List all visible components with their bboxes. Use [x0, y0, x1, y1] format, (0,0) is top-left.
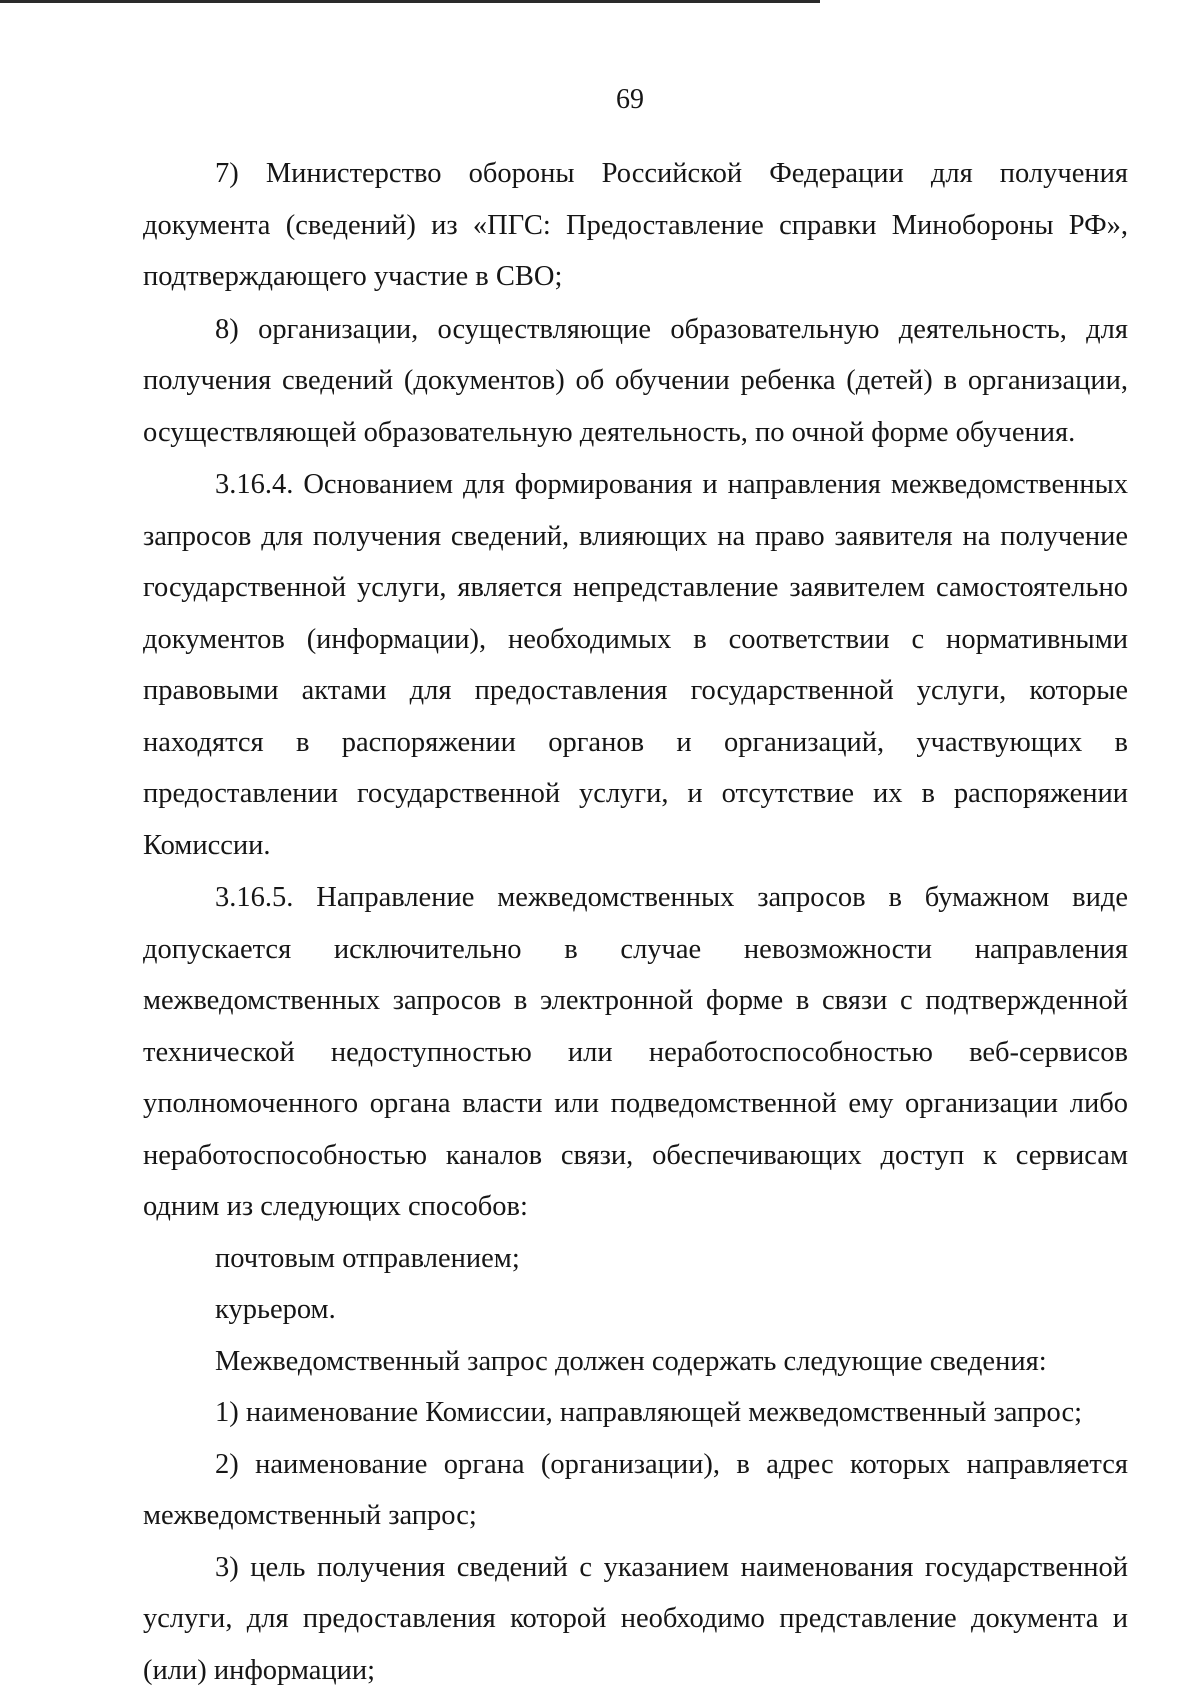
- top-rule: [0, 0, 820, 3]
- document-body: [143, 148, 1128, 1696]
- paragraph-postal: почтовым отправлением;: [143, 1233, 1128, 1285]
- paragraph-item-8: 8) организации, осуществляющие образовательную деятельность, для получения сведений (документов) об обучении ребенка (детей) в организации, осуществляющей образовательную деятельность, по очной форме обучения.: [143, 304, 1128, 459]
- paragraph-request-item-2: 2) наименование органа (организации), в адрес которых направляется межведомственный запрос;: [143, 1439, 1128, 1542]
- paragraph-request-content: Межведомственный запрос должен содержать следующие сведения:: [143, 1336, 1128, 1388]
- paragraph-3-16-5: 3.16.5. Направление межведомственных запросов в бумажном виде допускается исключительно в случае невозможности направления межведомственных запросов в электронной форме в связи с подтвержденной технической недоступностью или неработоспособностью веб-сервисов уполномоченного органа власти или подведомственной ему организации либо неработоспособностью каналов связи, обеспечивающих доступ к сервисам одним из следующих способов:: [143, 872, 1128, 1233]
- paragraph-request-item-1: 1) наименование Комиссии, направляющей межведомственный запрос;: [143, 1387, 1128, 1439]
- page-number: 69: [0, 82, 1200, 118]
- paragraph-request-item-3: 3) цель получения сведений с указанием наименования государственной услуги, для предоставления которой необходимо представление документа и (или) информации;: [143, 1542, 1128, 1696]
- paragraph-item-7: 7) Министерство обороны Российской Федерации для получения документа (сведений) из «ПГС: Предоставление справки Минобороны РФ», подтверждающего участие в СВО;: [143, 148, 1128, 303]
- paragraph-3-16-4: 3.16.4. Основанием для формирования и направления межведомственных запросов для получения сведений, влияющих на право заявителя на получение государственной услуги, является непредставление заявителем самостоятельно документов (информации), необходимых в соответствии с нормативными правовыми актами для предоставления государственной услуги, которые находятся в распоряжении органов и организаций, участвующих в предоставлении государственной услуги, и отсутствие их в распоряжении Комиссии.: [143, 459, 1128, 871]
- paragraph-courier: курьером.: [143, 1284, 1128, 1336]
